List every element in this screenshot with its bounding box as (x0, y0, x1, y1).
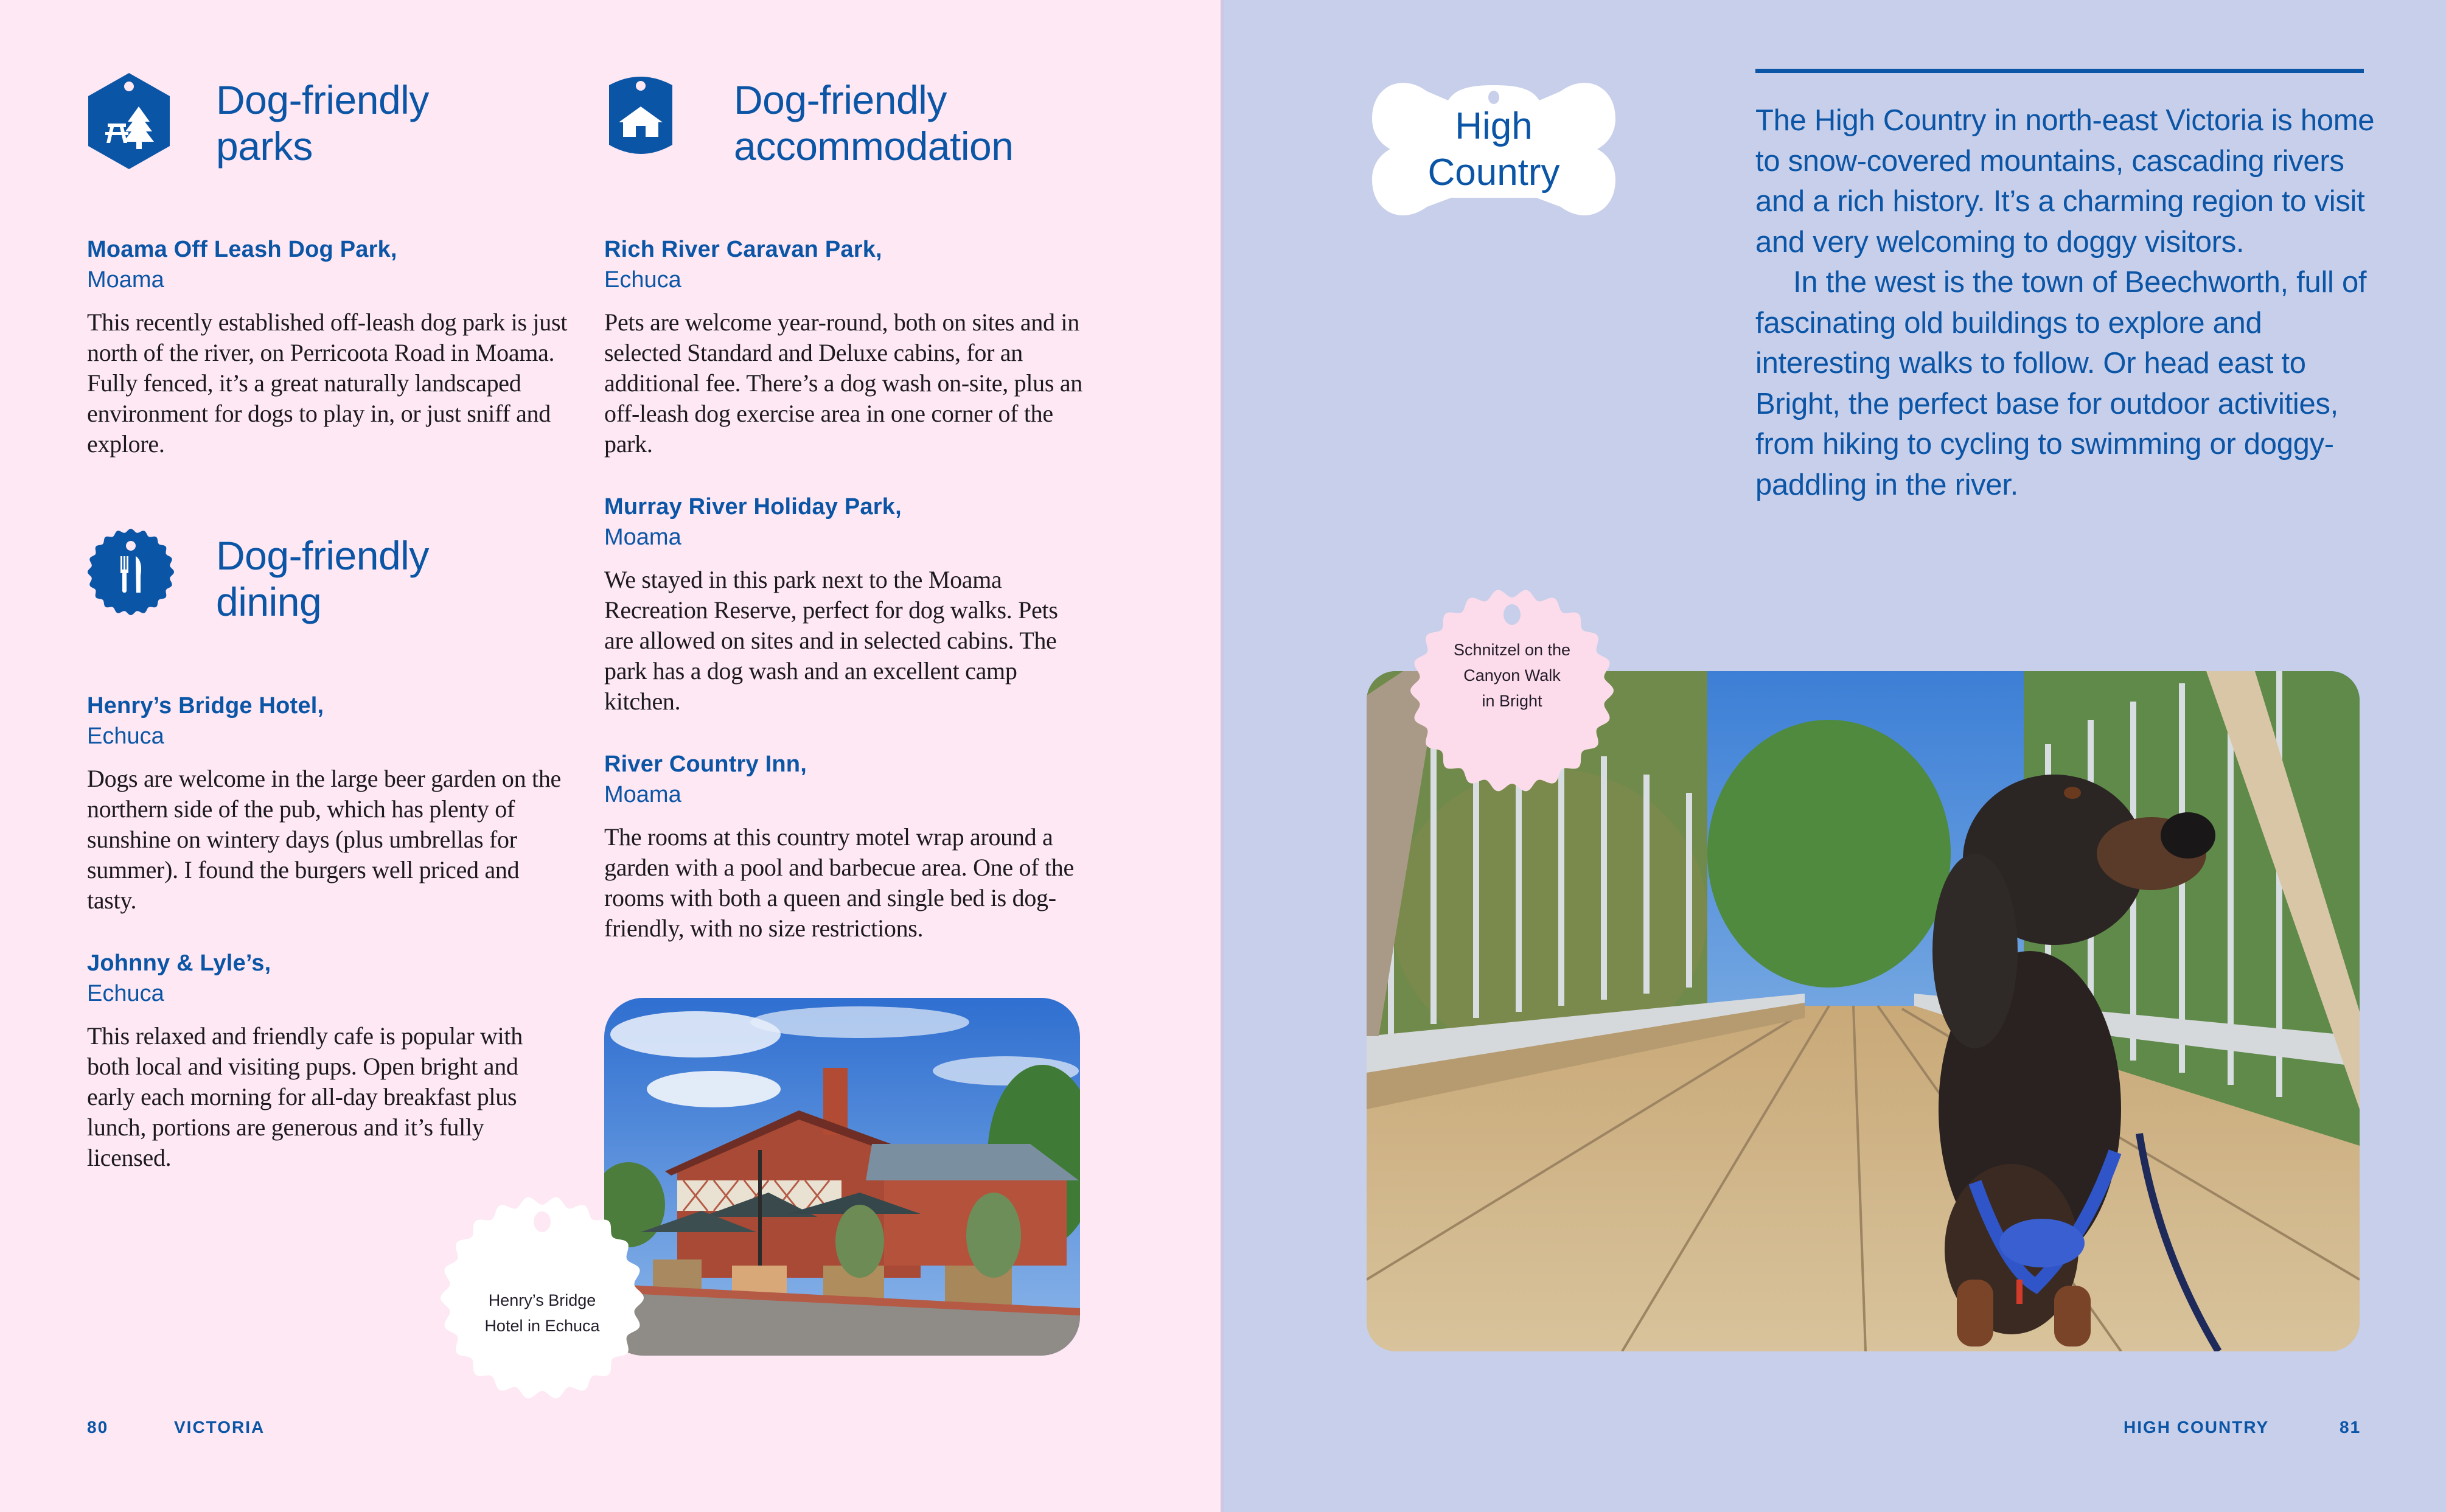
listing-town: Moama (604, 782, 681, 807)
listing-description: This relaxed and friendly cafe is popular with both local and visiting pups. Open bright and early each morning for all-day breakfast plus lunch, portions are generous and it’s fully licensed. (87, 1022, 523, 1171)
listing-rich-river-caravan-park (604, 234, 1085, 459)
listing-name: Moama Off Leash Dog Park, (87, 237, 397, 262)
title-line: High (1455, 105, 1533, 147)
listing-murray-river-holiday-park (604, 492, 1085, 717)
listing-description: Pets are welcome year-round, both on sites and in selected Standard and Deluxe cabins, for an additional fee. There’s a dog wash on-site, plus an off-leash dog exercise area in one corner of the park. (604, 308, 1082, 458)
listing-town: Moama (87, 267, 164, 293)
listing-name: River Country Inn, (604, 751, 807, 777)
listing-town: Echuca (604, 267, 681, 293)
caption-line: Schnitzel on the (1453, 641, 1571, 659)
title-line: Dog-friendly (216, 77, 429, 122)
title-line: dining (216, 579, 322, 624)
listing-moama-off-leash (87, 234, 568, 459)
cutlery-icon (87, 528, 175, 616)
title-line: Dog-friendly (216, 533, 429, 578)
badge-hole (534, 1211, 551, 1232)
title-line: parks (216, 124, 313, 169)
title-line: Dog-friendly (734, 77, 947, 122)
caption-line: Hotel in Echuca (484, 1317, 600, 1335)
intro-rule (1755, 69, 2364, 73)
listing-name: Rich River Caravan Park, (604, 237, 882, 262)
section-title-accommodation (734, 77, 1013, 169)
running-head-left: VICTORIA (174, 1418, 265, 1437)
hotel-photo (604, 998, 1080, 1356)
listing-description: Dogs are welcome in the large beer garden on the northern side of the pub, which has plenty of sunshine on wintery days (plus umbrellas for summer). I found the burgers well priced and tasty. (87, 765, 561, 914)
listing-johnny-and-lyles (87, 948, 568, 1173)
listing-name: Murray River Holiday Park, (604, 494, 902, 520)
page-gutter (1221, 0, 1224, 1512)
picnic-tree-icon (87, 72, 171, 170)
section-title-parks (216, 77, 429, 169)
listing-description: The rooms at this country motel wrap around a garden with a pool and barbecue area. One of the rooms with both a queen and single bed is dog-friendly, with no size restrictions. (604, 823, 1074, 942)
listing-town: Echuca (87, 981, 164, 1006)
listing-name: Johnny & Lyle’s, (87, 950, 271, 976)
hotel-photo-caption (437, 1193, 647, 1403)
badge-hole (1503, 604, 1521, 625)
listing-description: This recently established off-leash dog park is just north of the river, on Perricoota Road in Moama. Fully fenced, it’s a great naturally landscaped environment for dogs to play in, or just sniff and explore. (87, 308, 568, 458)
page-number-right: 81 (2340, 1418, 2361, 1437)
section-title-dining (216, 532, 429, 625)
hotel-photo-illustration (604, 998, 1080, 1356)
running-head-right: HIGH COUNTRY (2124, 1418, 2270, 1437)
dachshund-photo-caption (1407, 585, 1617, 796)
page-number-left: 80 (87, 1418, 109, 1437)
intro-paragraph: In the west is the town of Beechworth, full of fascinating old buildings to explore and interesting walks to follow. Or head east to Bright, the perfect base for outdoor activities, from hiking to cycling to swimming or doggy-paddling in the river. (1755, 266, 2367, 501)
caption-line: in Bright (1482, 692, 1542, 710)
caption-line: Canyon Walk (1463, 666, 1561, 685)
listing-river-country-inn (604, 749, 1085, 944)
house-icon (604, 72, 677, 161)
title-line: accommodation (734, 124, 1014, 169)
listing-henrys-bridge-hotel (87, 691, 568, 916)
listing-town: Echuca (87, 723, 164, 749)
title-line: Country (1427, 152, 1560, 193)
region-intro (1755, 100, 2376, 505)
listing-town: Moama (604, 524, 681, 550)
intro-paragraph: The High Country in north-east Victoria is home to snow-covered mountains, cascading rivers and a rich history. It’s a charming region to visit and very welcoming to doggy visitors. (1755, 104, 2375, 259)
listing-name: Henry’s Bridge Hotel, (87, 693, 324, 719)
caption-line: Henry’s Bridge (488, 1291, 596, 1309)
region-title (1366, 103, 1622, 196)
listing-description: We stayed in this park next to the Moama Recreation Reserve, perfect for dog walks. Pets are allowed on sites and in selected cabins. The park has a dog wash and an excellent camp kitchen. (604, 566, 1058, 715)
